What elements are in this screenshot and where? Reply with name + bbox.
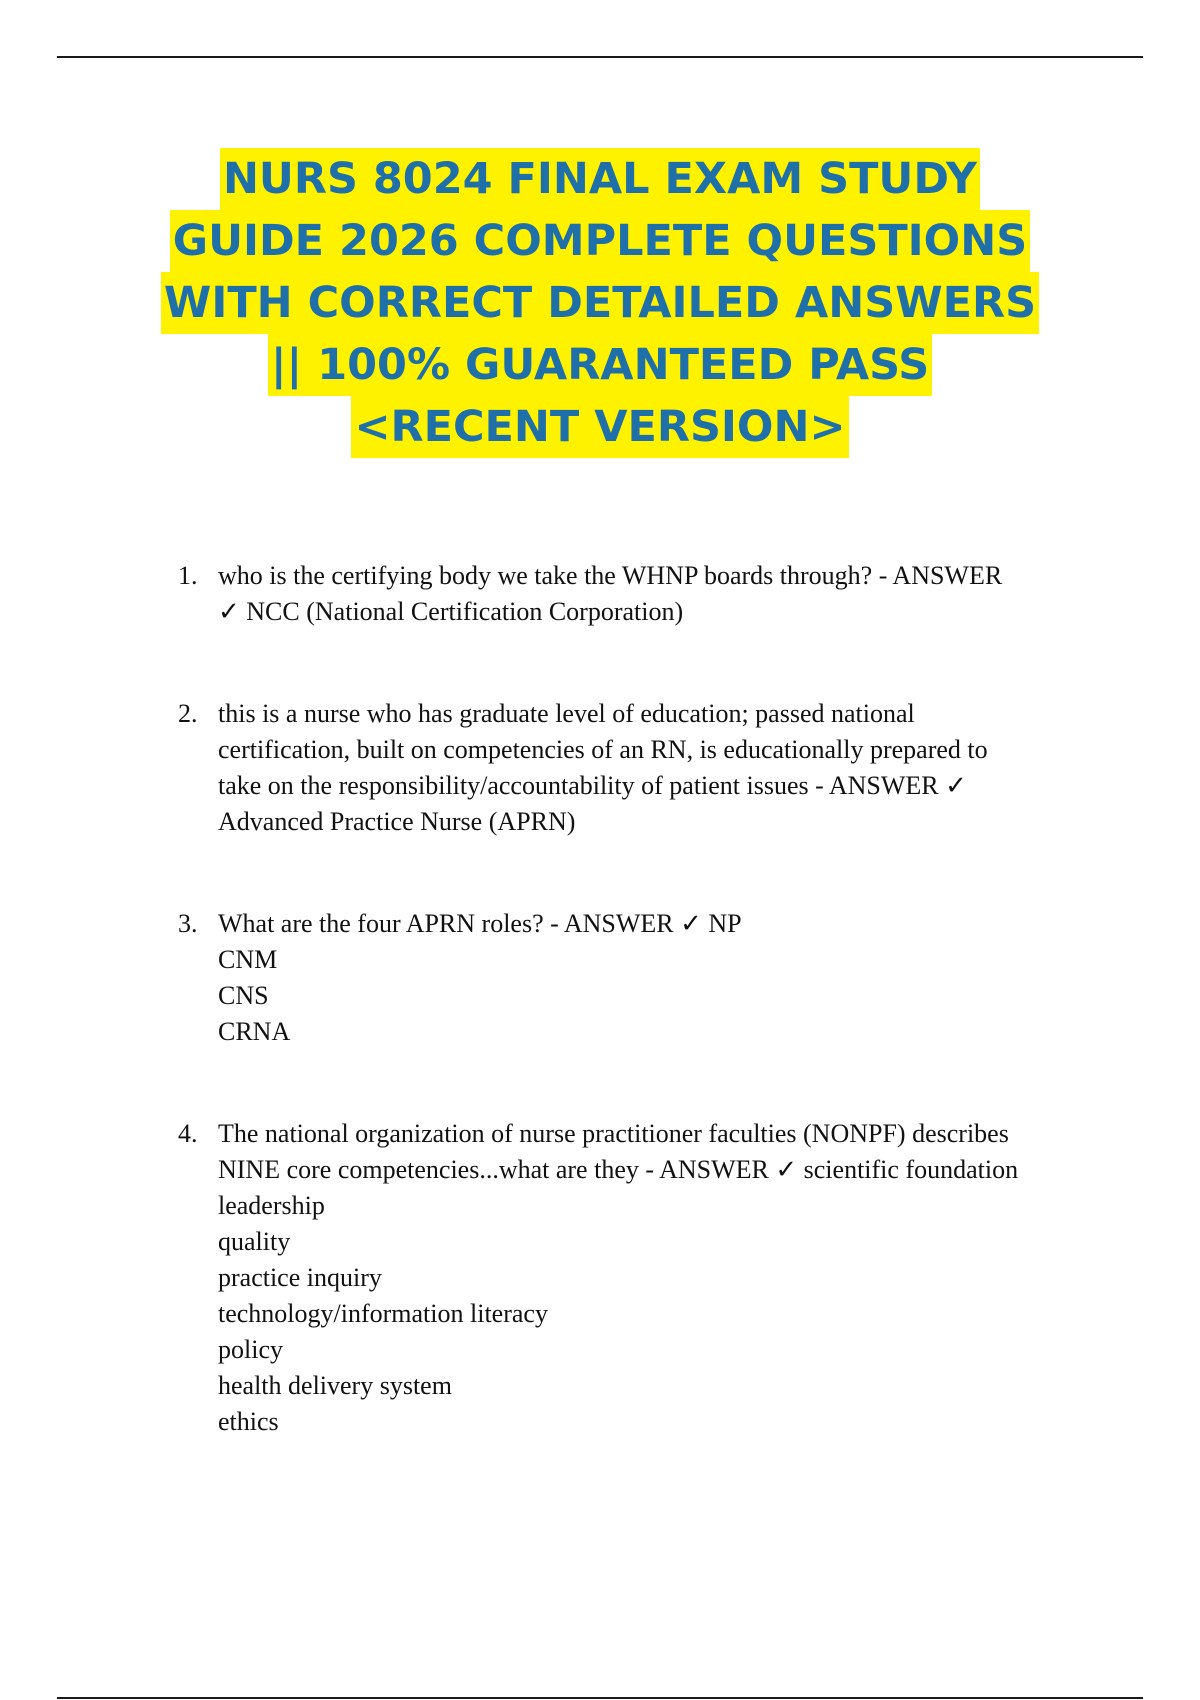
question-text-line: this is a nurse who has graduate level of education; passed national [218,699,915,728]
question-list [178,558,1098,1506]
question-text-line: certification, built on competencies of an RN, is educationally prepared to [218,735,988,764]
document-title [80,148,1120,458]
question-item [178,696,1098,840]
answer-text-line: leadership [218,1191,325,1220]
answer-text-line: CRNA [218,1017,291,1046]
question-number: 3. [178,909,198,938]
title-line: || 100% GUARANTEED PASS [268,334,932,396]
question-item [178,558,1098,630]
question-text-line: The national organization of nurse practitioner faculties (NONPF) describes [218,1119,1009,1148]
answer-text-line: quality [218,1227,291,1256]
question-text-line: What are the four APRN roles? - ANSWER ✓ NP [218,909,742,938]
answer-text-line: ✓ NCC (National Certification Corporation) [218,597,684,626]
question-number: 1. [178,561,198,590]
title-line: <RECENT VERSION> [351,396,848,458]
answer-text-line: CNM [218,945,278,974]
question-number: 2. [178,699,198,728]
answer-text-line: practice inquiry [218,1263,382,1292]
question-number: 4. [178,1119,198,1148]
answer-text-line: Advanced Practice Nurse (APRN) [218,807,576,836]
question-text-line: take on the responsibility/accountability of patient issues - ANSWER ✓ [218,771,967,800]
answer-text-line: health delivery system [218,1371,452,1400]
title-line: NURS 8024 FINAL EXAM STUDY [220,148,980,210]
top-rule [57,56,1143,58]
answer-text-line: technology/information literacy [218,1299,548,1328]
question-text-line: who is the certifying body we take the WHNP boards through? - ANSWER [218,561,1003,590]
title-line: GUIDE 2026 COMPLETE QUESTIONS [170,210,1030,272]
answer-text-line: policy [218,1335,283,1364]
title-line: WITH CORRECT DETAILED ANSWERS [161,272,1039,334]
question-item [178,906,1098,1050]
answer-text-line: ethics [218,1407,279,1436]
bottom-rule [57,1697,1143,1699]
question-item [178,1116,1098,1440]
answer-text-line: CNS [218,981,269,1010]
question-text-line: NINE core competencies...what are they - ANSWER ✓ scientific foundation [218,1155,1019,1184]
